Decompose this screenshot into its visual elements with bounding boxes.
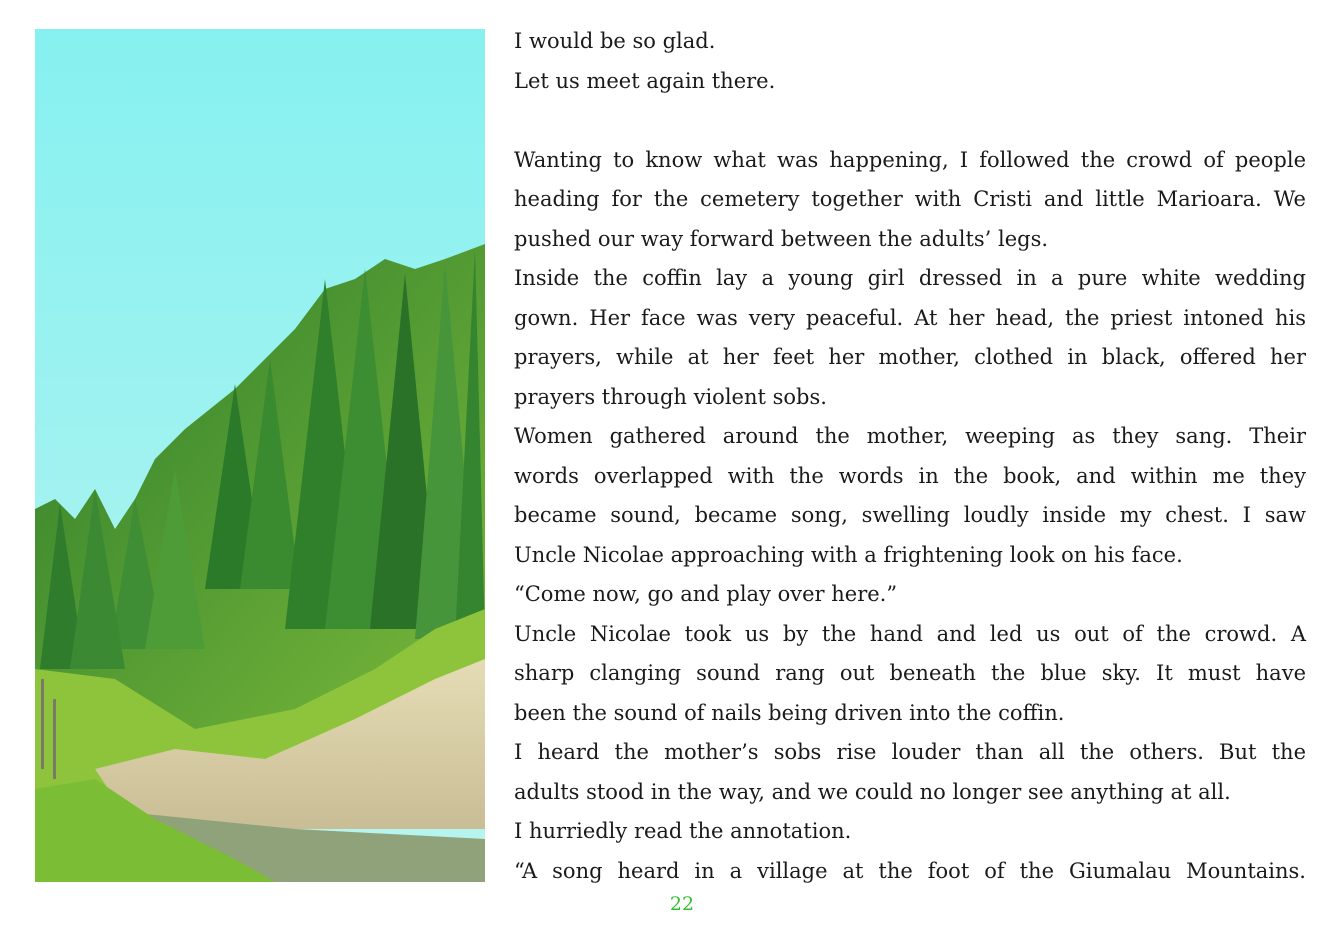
text-line: Wanting to know what was happening, I followed the crowd of people — [514, 147, 1306, 172]
text-line: gown. Her face was very peaceful. At her head, the priest intoned his — [514, 305, 1306, 330]
text-line: became sound, became song, swelling loudly inside my chest. I saw — [514, 503, 1306, 527]
text-line: “A song heard in a village at the foot of the Giumalau Mountains. — [514, 858, 1306, 883]
page-number: 22 — [669, 893, 695, 915]
text-line: Women gathered around the mother, weeping as they sang. Their — [514, 424, 1306, 448]
forest-river-photo — [35, 29, 485, 882]
text-line: prayers, while at her feet her mother, clothed in black, offered her — [514, 345, 1306, 369]
story-text — [514, 22, 1306, 891]
text-line: heading for the cemetery together with Cristi and little Marioara. We — [514, 187, 1306, 211]
text-line: I would be so glad. — [514, 29, 716, 53]
text-line: prayers through violent sobs. — [514, 384, 827, 409]
text-line: Let us meet again there. — [514, 68, 776, 93]
text-line: Inside the coffin lay a young girl dressed in a pure white wedding — [514, 266, 1306, 290]
text-line: sharp clanging sound rang out beneath the blue sky. It must have — [514, 661, 1306, 685]
text-line: pushed our way forward between the adults’ legs. — [514, 226, 1049, 251]
text-line: words overlapped with the words in the book, and within me they — [514, 463, 1306, 488]
text-line: I hurriedly read the annotation. — [514, 819, 852, 843]
text-line: been the sound of nails being driven into the coffin. — [514, 700, 1065, 725]
text-line: I heard the mother’s sobs rise louder than all the others. But the — [514, 740, 1306, 764]
text-line: Uncle Nicolae approaching with a frightening look on his face. — [514, 542, 1183, 567]
blank-line — [514, 101, 1306, 141]
text-line: Uncle Nicolae took us by the hand and led us out of the crowd. A — [514, 621, 1306, 646]
text-line: adults stood in the way, and we could no longer see anything at all. — [514, 779, 1231, 804]
text-line: “Come now, go and play over here.” — [514, 582, 898, 606]
